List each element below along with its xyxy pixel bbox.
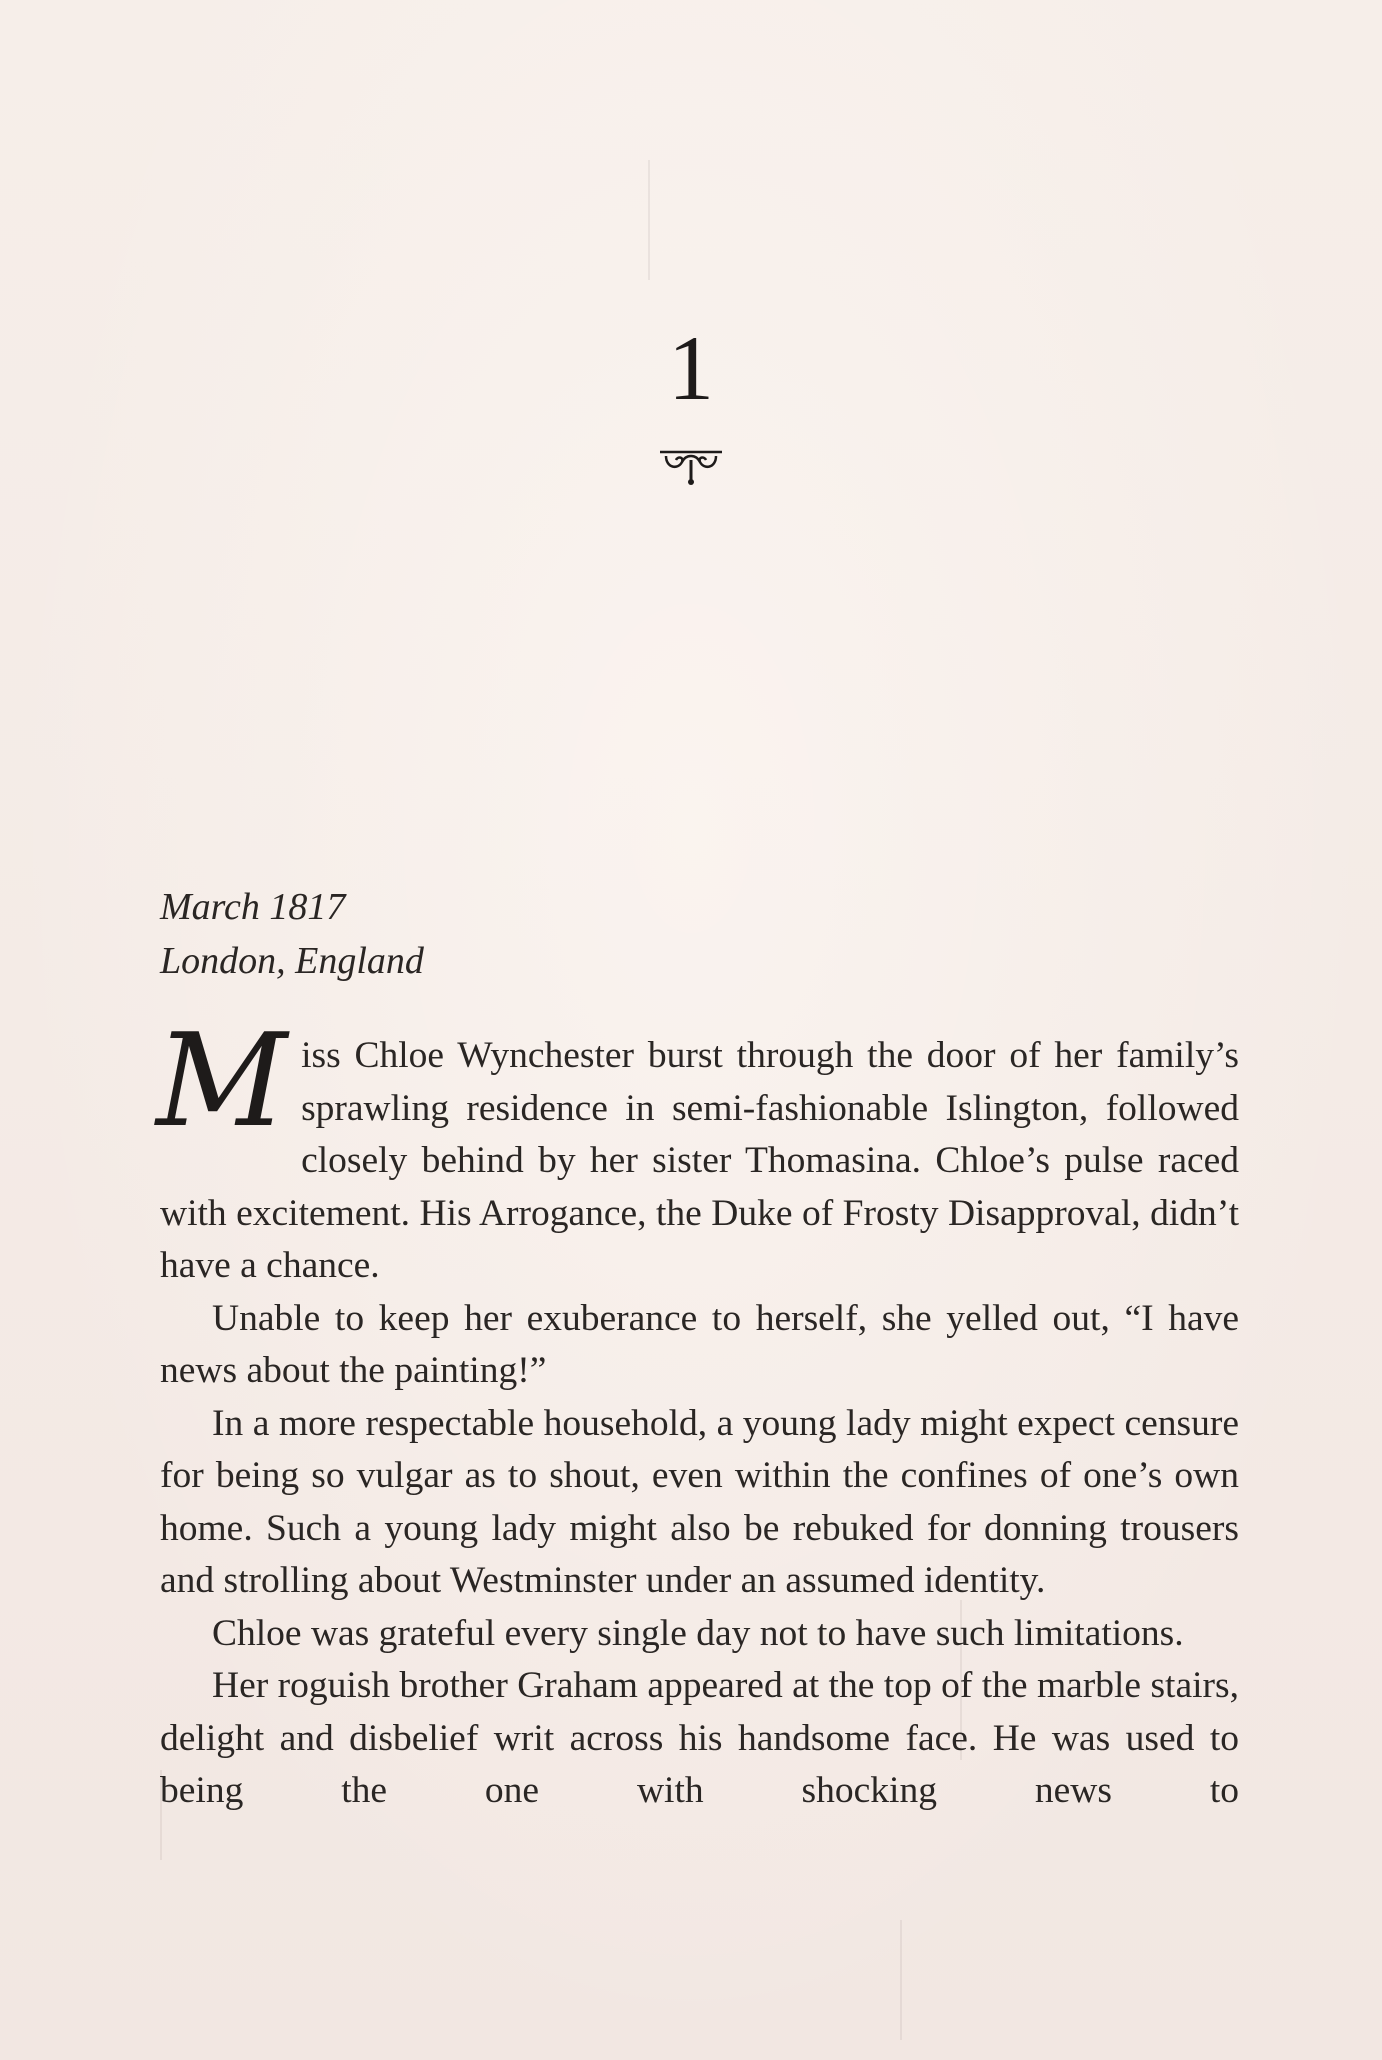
chapter-number: 1: [668, 317, 714, 419]
paragraph-3: In a more respectable household, a young lady might expect censure for being so vulgar as to shout, even within the confines of one’s own home. Such a young lady might also be rebuked for donning trousers and strolling about Westminster under an assumed identity.: [160, 1402, 1239, 1601]
paragraph-4: Chloe was grateful every single day not to have such limitations.: [212, 1612, 1184, 1654]
paragraph-5: Her roguish brother Graham appeared at the top of the marble stairs, delight and disbelief writ across his handsome face. He was used to being the one with shocking news to: [160, 1665, 1239, 1811]
dateline: [160, 880, 424, 988]
paper-scratch: [900, 1920, 902, 2040]
drop-cap: M: [156, 1007, 288, 1156]
paper-scratch: [648, 160, 650, 280]
dateline-place: London, England: [160, 940, 424, 982]
chapter-body: [156, 1007, 1239, 1818]
fleuron-ornament-icon: [656, 444, 726, 488]
paragraph-2: Unable to keep her exuberance to herself, she yelled out, “I have news about the painting!”: [160, 1297, 1239, 1391]
paragraph-1: [156, 1007, 1239, 1293]
paragraph-1-text: iss Chloe Wynchester burst through the door of her family’s sprawling residence in semi-fashionable Islington, followed closely behind by her sister Thomasina. Chloe’s pulse raced with excitement. His Arrogance, the Duke of Frosty Disapproval, didn’t have a chance.: [160, 1035, 1239, 1286]
dateline-date: March 1817: [160, 886, 346, 928]
